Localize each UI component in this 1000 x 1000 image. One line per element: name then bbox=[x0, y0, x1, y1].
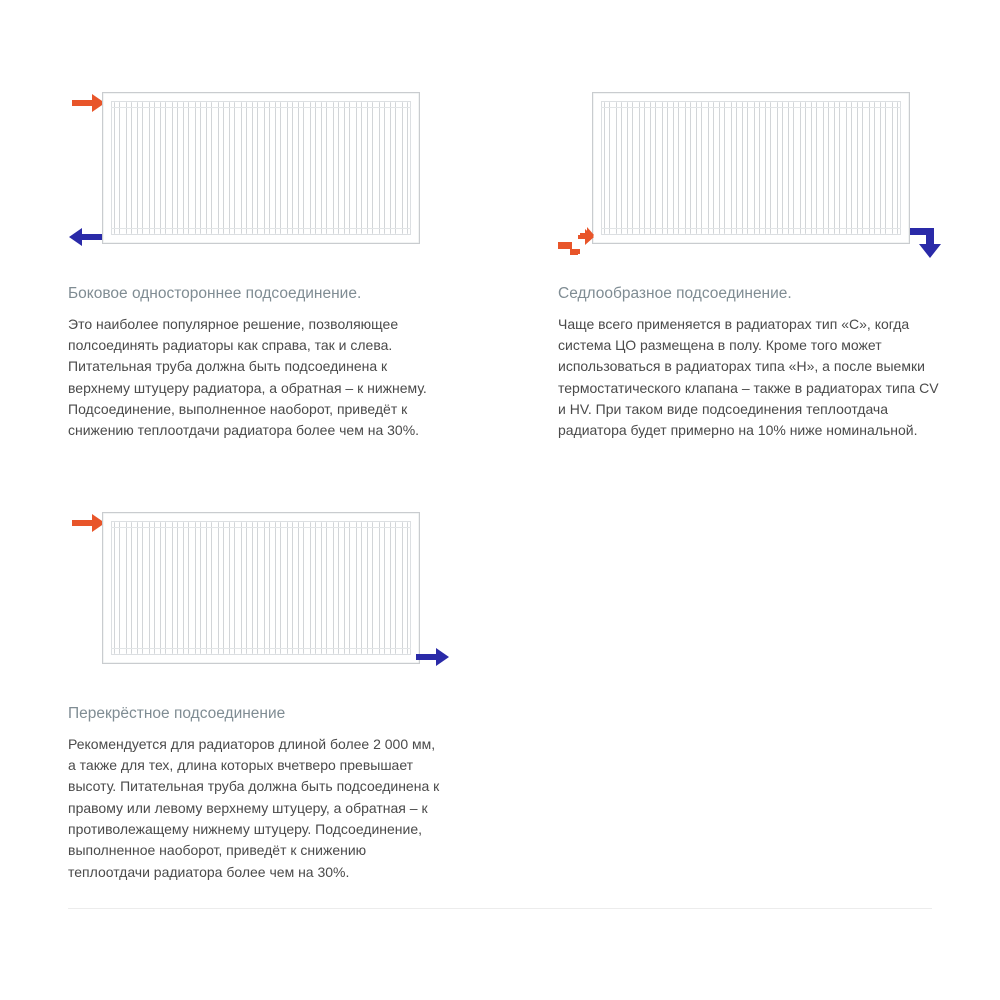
radiator-figure-cross bbox=[68, 500, 468, 690]
radiator-bottom-cap bbox=[111, 228, 411, 235]
supply-arrow-icon bbox=[558, 225, 594, 255]
radiator-body bbox=[102, 92, 420, 244]
radiator-body bbox=[592, 92, 910, 244]
radiator-fins bbox=[601, 101, 901, 235]
radiator-figure-saddle bbox=[558, 80, 958, 270]
return-arrow-icon bbox=[910, 228, 946, 260]
supply-arrow-icon bbox=[72, 94, 106, 112]
diagram-description: Это наиболее популярное решение, позволяющее полсоединять радиаторы как справа, так и слева. Питательная труба должна быть подсоединена к верхнему штуцеру радиатора, а обратная – к нижнему. Подсоединение, выполненное наоборот, приведёт к снижению теплоотдачи радиатора более чем на 30%. bbox=[68, 315, 427, 439]
diagram-block-cross bbox=[68, 500, 468, 883]
radiator-bottom-cap bbox=[601, 228, 901, 235]
radiator-top-cap bbox=[111, 101, 411, 108]
diagram-block-saddle bbox=[558, 80, 958, 442]
diagram-description: Рекомендуется для радиаторов длиной более 2 000 мм, а также для тех, длина которых вчетверо превышает высоту. Питательная труба должна быть подсоединена к правому или левому верхнему штуцеру, а обратная – к противолежащему нижнему штуцеру. Подсоединение, выполненное наоборот, приведёт к снижению теплоотдачи радиатора более чем на 30%. bbox=[68, 735, 440, 880]
return-arrow-icon bbox=[68, 228, 102, 246]
radiator-top-cap bbox=[601, 101, 901, 108]
radiator-fins bbox=[111, 521, 411, 655]
diagram-caption: Боковое одностороннее подсоединение. bbox=[68, 285, 362, 302]
diagram-description: Чаще всего применяется в радиаторах тип «С», когда система ЦО размещена в полу. Кроме того может использоваться в радиаторах типа «Н», а после выемки термостатического клапана – также в радиаторах типа CV и HV. При таком виде подсоединения теплоотдача радиатора будет примерно на 10% ниже номинальной. bbox=[558, 315, 939, 439]
radiator-bottom-cap bbox=[111, 648, 411, 655]
radiator-fins bbox=[111, 101, 411, 235]
radiator-top-cap bbox=[111, 521, 411, 528]
supply-arrow-icon bbox=[72, 514, 106, 532]
radiator-body bbox=[102, 512, 420, 664]
footer-divider bbox=[68, 908, 932, 909]
diagram-block-side-one-sided bbox=[68, 80, 468, 442]
radiator-figure-side-one-sided bbox=[68, 80, 468, 270]
diagram-caption: Седлообразное подсоединение. bbox=[558, 285, 792, 302]
diagram-caption: Перекрёстное подсоединение bbox=[68, 705, 286, 722]
return-arrow-icon bbox=[416, 648, 450, 666]
